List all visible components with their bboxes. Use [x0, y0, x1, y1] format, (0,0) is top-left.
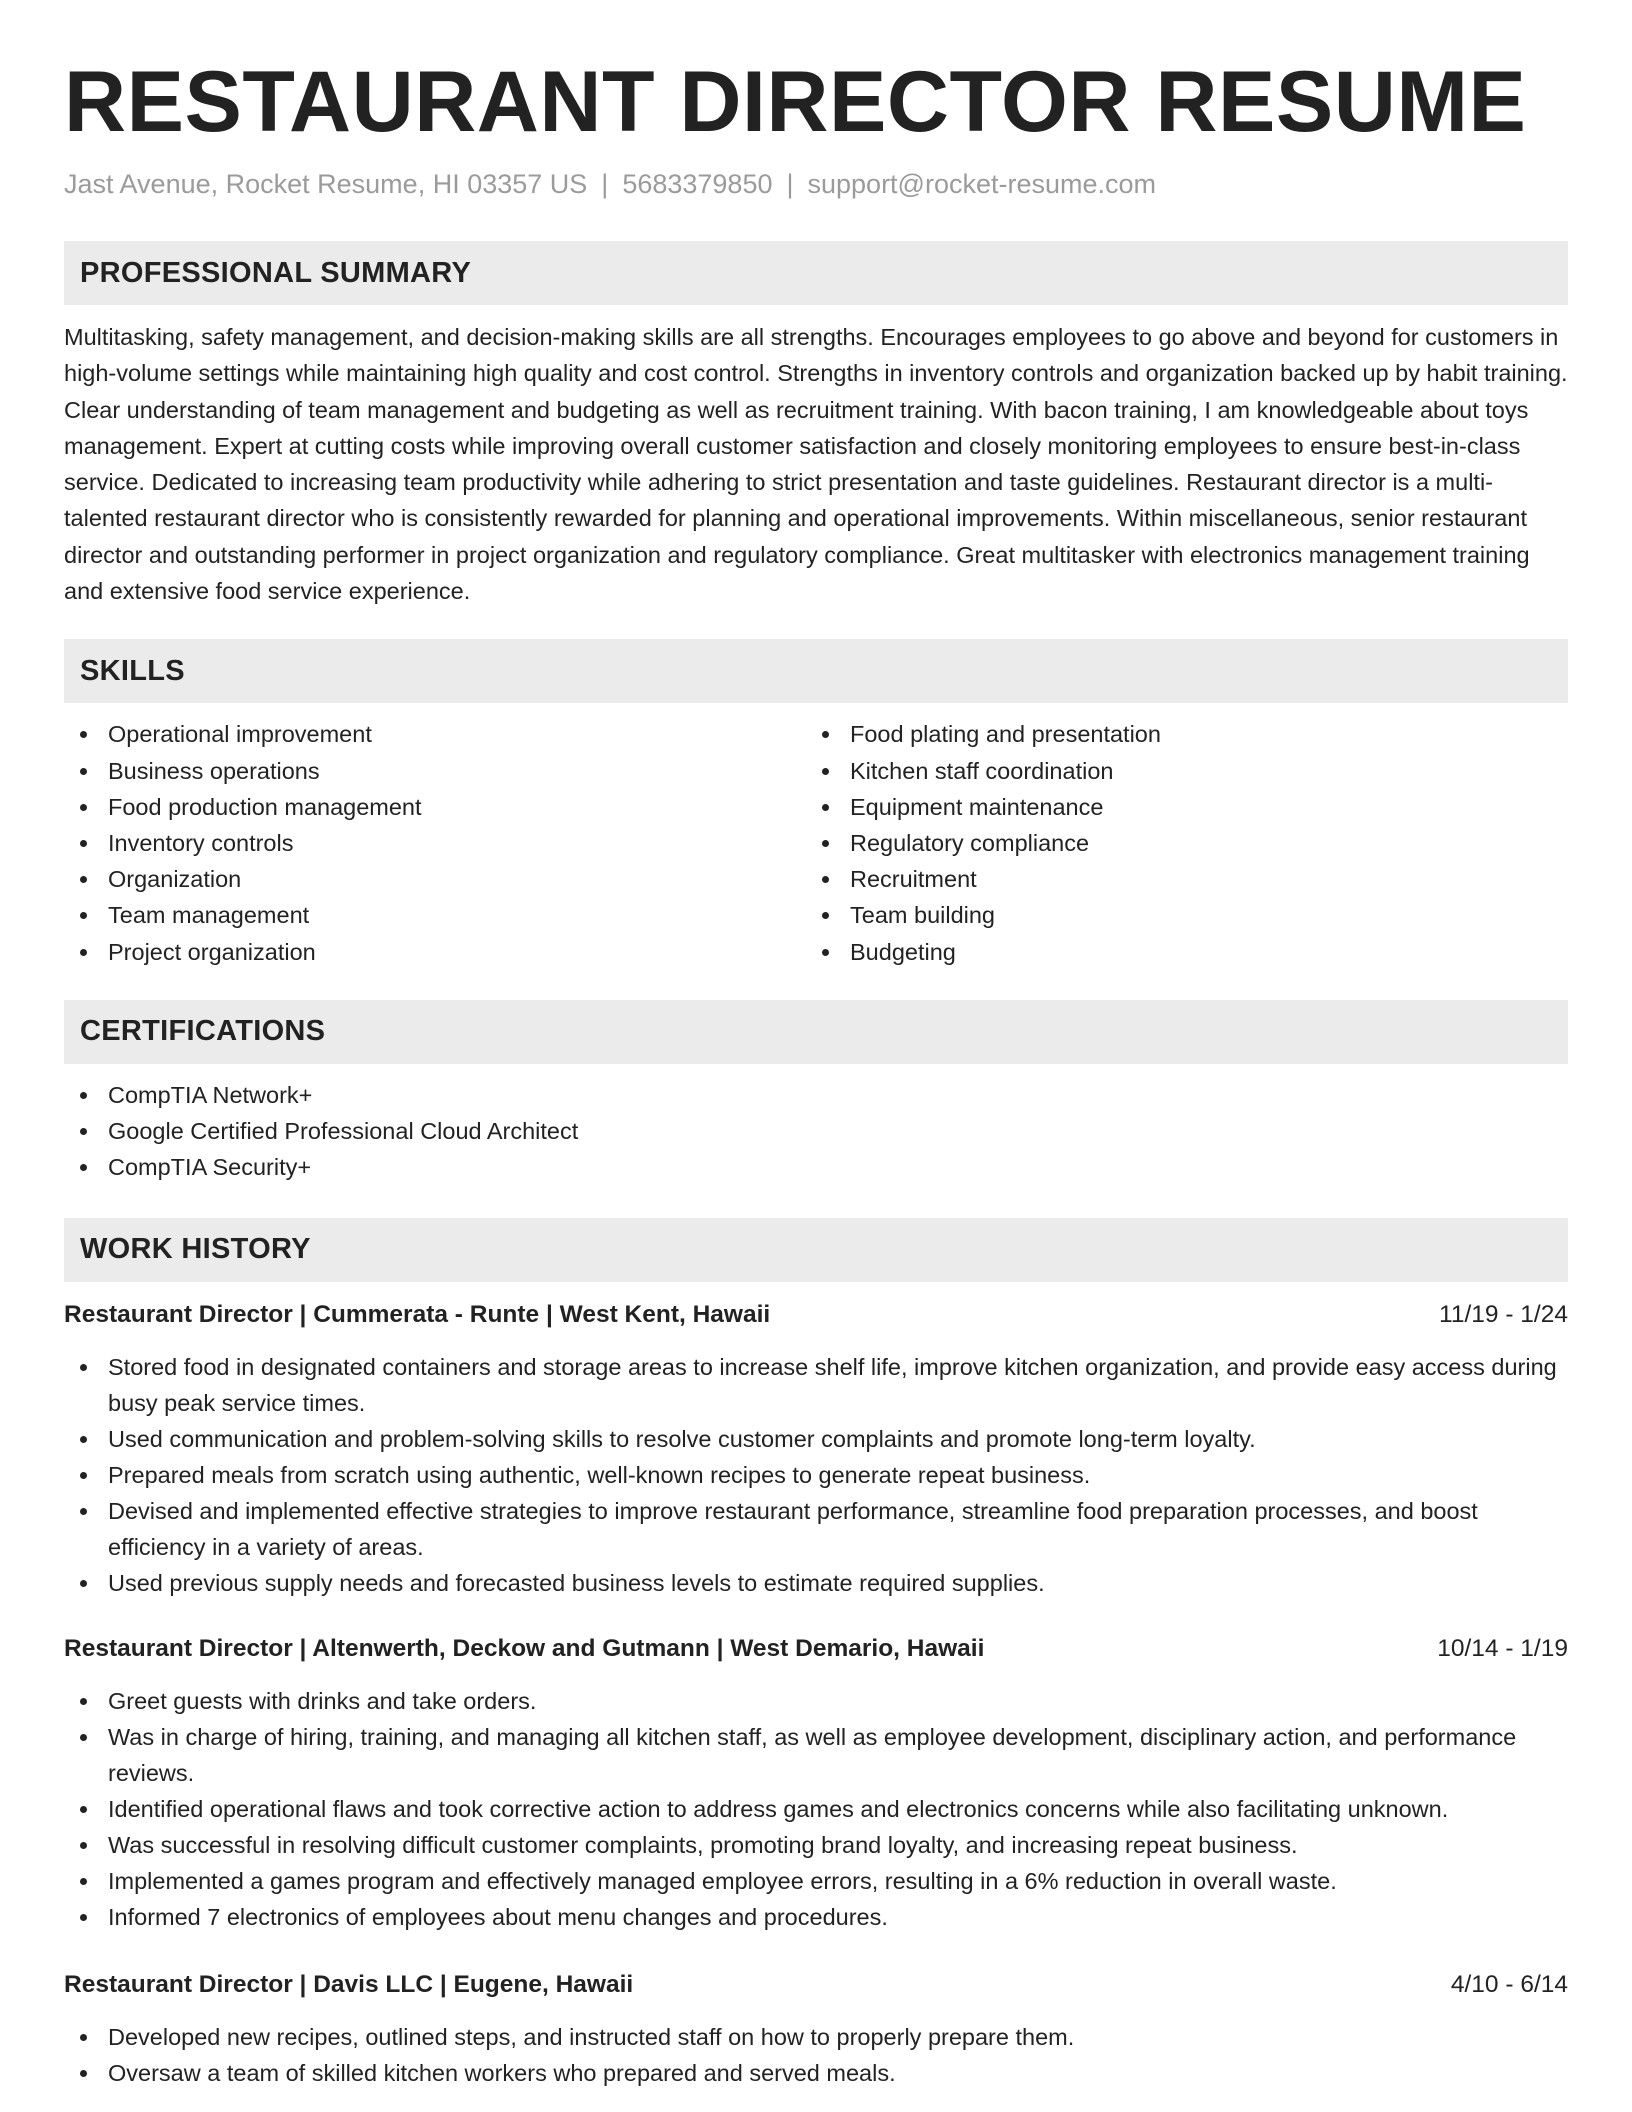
list-item-text: Google Certified Professional Cloud Architect — [108, 1117, 579, 1144]
resume-page — [64, 52, 1568, 2091]
list-item — [806, 716, 1548, 752]
bullet-dot-icon — [80, 1472, 87, 1479]
bullet-dot-icon — [822, 912, 829, 919]
list-item — [806, 825, 1548, 861]
certifications-list — [64, 1077, 1568, 1185]
list-item-text: Team building — [850, 902, 996, 929]
bullet-dot-icon — [80, 1806, 87, 1813]
list-item-text: Organization — [108, 866, 242, 893]
bullet-dot-icon — [822, 949, 829, 956]
skills-column-right — [806, 716, 1548, 969]
list-item-text: Food production management — [108, 793, 422, 820]
bullet-dot-icon — [80, 1698, 87, 1705]
list-item-text: Project organization — [108, 938, 316, 965]
job-header — [64, 1967, 1568, 2003]
list-item-text: Stored food in designated containers and storage areas to increase shelf life, improve kitchen organization, and provide easy access during busy peak service times. — [108, 1353, 1557, 1416]
job-header — [64, 1297, 1568, 1333]
bullet-dot-icon — [80, 768, 87, 775]
contact-separator: | — [601, 169, 609, 199]
bullet-dot-icon — [80, 1436, 87, 1443]
bullet-dot-icon — [822, 768, 829, 775]
certifications-heading: CERTIFICATIONS — [64, 1000, 1568, 1064]
job-header — [64, 1631, 1568, 1667]
list-item — [64, 1791, 1568, 1827]
list-item-text: Operational improvement — [108, 721, 372, 748]
list-item — [806, 861, 1548, 897]
skills-column-left — [64, 716, 806, 969]
list-item-text: Was in charge of hiring, training, and managing all kitchen staff, as well as employee development, disciplinary action, and performance reviews. — [108, 1723, 1517, 1786]
contact-separator: | — [786, 169, 794, 199]
list-item — [64, 934, 806, 970]
list-item — [64, 753, 806, 789]
list-item — [64, 1077, 1568, 1113]
list-item — [806, 897, 1548, 933]
list-item — [806, 934, 1548, 970]
job-title: Restaurant Director | Cummerata - Runte | West Kent, Hawaii — [64, 1300, 771, 1328]
bullet-dot-icon — [822, 804, 829, 811]
list-item — [64, 1565, 1568, 1601]
list-item — [64, 897, 806, 933]
bullet-dot-icon — [80, 2034, 87, 2041]
bullet-dot-icon — [80, 1580, 87, 1587]
bullet-dot-icon — [80, 1734, 87, 1741]
list-item-text: Kitchen staff coordination — [850, 757, 1114, 784]
summary-text: Multitasking, safety management, and decision-making skills are all strengths. Encourages employees to go above and beyond for customers in high-volume settings while maintaining high quality and cost control. Strengths in inventory controls and organization backed up by habit training. Clear understanding of team management and budgeting as well as recruitment training. With bacon training, I am knowledgeable about toys management. Expert at cutting costs while improving overall customer satisfaction and closely monitoring employees to ensure best-in-class service. Dedicated to increasing team productivity while adhering to strict presentation and taste guidelines. Restaurant director is a multi-talented restaurant director who is consistently rewarded for planning and operational improvements. Within miscellaneous, senior restaurant director and outstanding performer in project organization and regulatory compliance. Great multitasker with electronics management training and extensive food service experience. — [64, 324, 1568, 605]
bullet-dot-icon — [80, 876, 87, 883]
list-item-text: Food plating and presentation — [850, 721, 1161, 748]
job-entry — [64, 1967, 1568, 2091]
list-item-text: Budgeting — [850, 938, 956, 965]
summary-heading: PROFESSIONAL SUMMARY — [64, 241, 1568, 305]
list-item — [64, 861, 806, 897]
list-item — [64, 1493, 1568, 1565]
list-item-text: Informed 7 electronics of employees about menu changes and procedures. — [108, 1903, 888, 1930]
list-item-text: Inventory controls — [108, 829, 294, 856]
job-bullet-list — [64, 2019, 1568, 2091]
list-item-text: Regulatory compliance — [850, 829, 1090, 856]
list-item-text: Greet guests with drinks and take orders. — [108, 1687, 537, 1714]
list-item-text: Developed new recipes, outlined steps, and instructed staff on how to properly prepare them. — [108, 2023, 1075, 2050]
job-dates: 11/19 - 1/24 — [1439, 1300, 1568, 1328]
list-item — [64, 2019, 1568, 2055]
contact-email: support@rocket-resume.com — [807, 169, 1157, 199]
contact-line — [64, 166, 1568, 202]
contact-phone: 5683379850 — [622, 169, 773, 199]
list-item-text: Identified operational flaws and took corrective action to address games and electronics concerns while also facilitating unknown. — [108, 1795, 1449, 1822]
job-title: Restaurant Director | Davis LLC | Eugene, Hawaii — [64, 1970, 634, 1998]
work-history-list — [64, 1297, 1568, 2091]
skills-list-left — [64, 716, 806, 969]
job-entry — [64, 1297, 1568, 1601]
contact-address: Jast Avenue, Rocket Resume, HI 03357 US — [64, 169, 588, 199]
list-item-text: Prepared meals from scratch using authentic, well-known recipes to generate repeat business. — [108, 1461, 1091, 1488]
list-item-text: Was successful in resolving difficult customer complaints, promoting brand loyalty, and increasing repeat business. — [108, 1831, 1298, 1858]
list-item — [64, 1349, 1568, 1421]
list-item — [64, 1827, 1568, 1863]
bullet-dot-icon — [80, 1364, 87, 1371]
job-title: Restaurant Director | Altenwerth, Deckow and Gutmann | West Demario, Hawaii — [64, 1634, 985, 1662]
bullet-dot-icon — [80, 949, 87, 956]
list-item-text: Implemented a games program and effectively managed employee errors, resulting in a 6% reduction in overall waste. — [108, 1867, 1337, 1894]
list-item-text: CompTIA Network+ — [108, 1081, 313, 1108]
work-history-heading: WORK HISTORY — [64, 1218, 1568, 1282]
bullet-dot-icon — [80, 2070, 87, 2077]
list-item — [64, 1683, 1568, 1719]
job-bullet-list — [64, 1683, 1568, 1935]
list-item — [806, 789, 1548, 825]
bullet-dot-icon — [80, 1164, 87, 1171]
bullet-dot-icon — [80, 1128, 87, 1135]
skills-grid — [64, 716, 1568, 969]
list-item — [64, 1719, 1568, 1791]
bullet-dot-icon — [80, 1508, 87, 1515]
bullet-dot-icon — [80, 840, 87, 847]
bullet-dot-icon — [822, 876, 829, 883]
job-bullet-list — [64, 1349, 1568, 1601]
list-item — [64, 1457, 1568, 1493]
list-item-text: Team management — [108, 902, 310, 929]
job-dates: 4/10 - 6/14 — [1450, 1970, 1568, 1998]
list-item — [64, 825, 806, 861]
list-item-text: CompTIA Security+ — [108, 1153, 312, 1180]
list-item — [64, 1149, 1568, 1185]
list-item-text: Recruitment — [850, 866, 977, 893]
bullet-dot-icon — [80, 1092, 87, 1099]
list-item — [64, 1863, 1568, 1899]
bullet-dot-icon — [80, 1842, 87, 1849]
bullet-dot-icon — [80, 912, 87, 919]
list-item-text: Business operations — [108, 757, 320, 784]
skills-heading: SKILLS — [64, 639, 1568, 703]
list-item — [64, 1113, 1568, 1149]
list-item — [64, 1421, 1568, 1457]
bullet-dot-icon — [80, 804, 87, 811]
bullet-dot-icon — [80, 1914, 87, 1921]
resume-title: RESTAURANT DIRECTOR RESUME — [64, 54, 1527, 150]
bullet-dot-icon — [822, 731, 829, 738]
job-dates: 10/14 - 1/19 — [1437, 1634, 1568, 1662]
list-item-text: Oversaw a team of skilled kitchen workers who prepared and served meals. — [108, 2059, 896, 2086]
list-item-text: Devised and implemented effective strategies to improve restaurant performance, streamline food preparation processes, and boost efficiency in a variety of areas. — [108, 1497, 1478, 1560]
list-item — [806, 753, 1548, 789]
list-item — [64, 716, 806, 752]
list-item-text: Used previous supply needs and forecasted business levels to estimate required supplies. — [108, 1569, 1045, 1596]
bullet-dot-icon — [80, 731, 87, 738]
list-item-text: Used communication and problem-solving skills to resolve customer complaints and promote long-term loyalty. — [108, 1425, 1256, 1452]
skills-list-right — [806, 716, 1548, 969]
bullet-dot-icon — [822, 840, 829, 847]
list-item — [64, 2055, 1568, 2091]
bullet-dot-icon — [80, 1878, 87, 1885]
list-item-text: Equipment maintenance — [850, 793, 1104, 820]
list-item — [64, 789, 806, 825]
list-item — [64, 1899, 1568, 1935]
job-entry — [64, 1631, 1568, 1935]
